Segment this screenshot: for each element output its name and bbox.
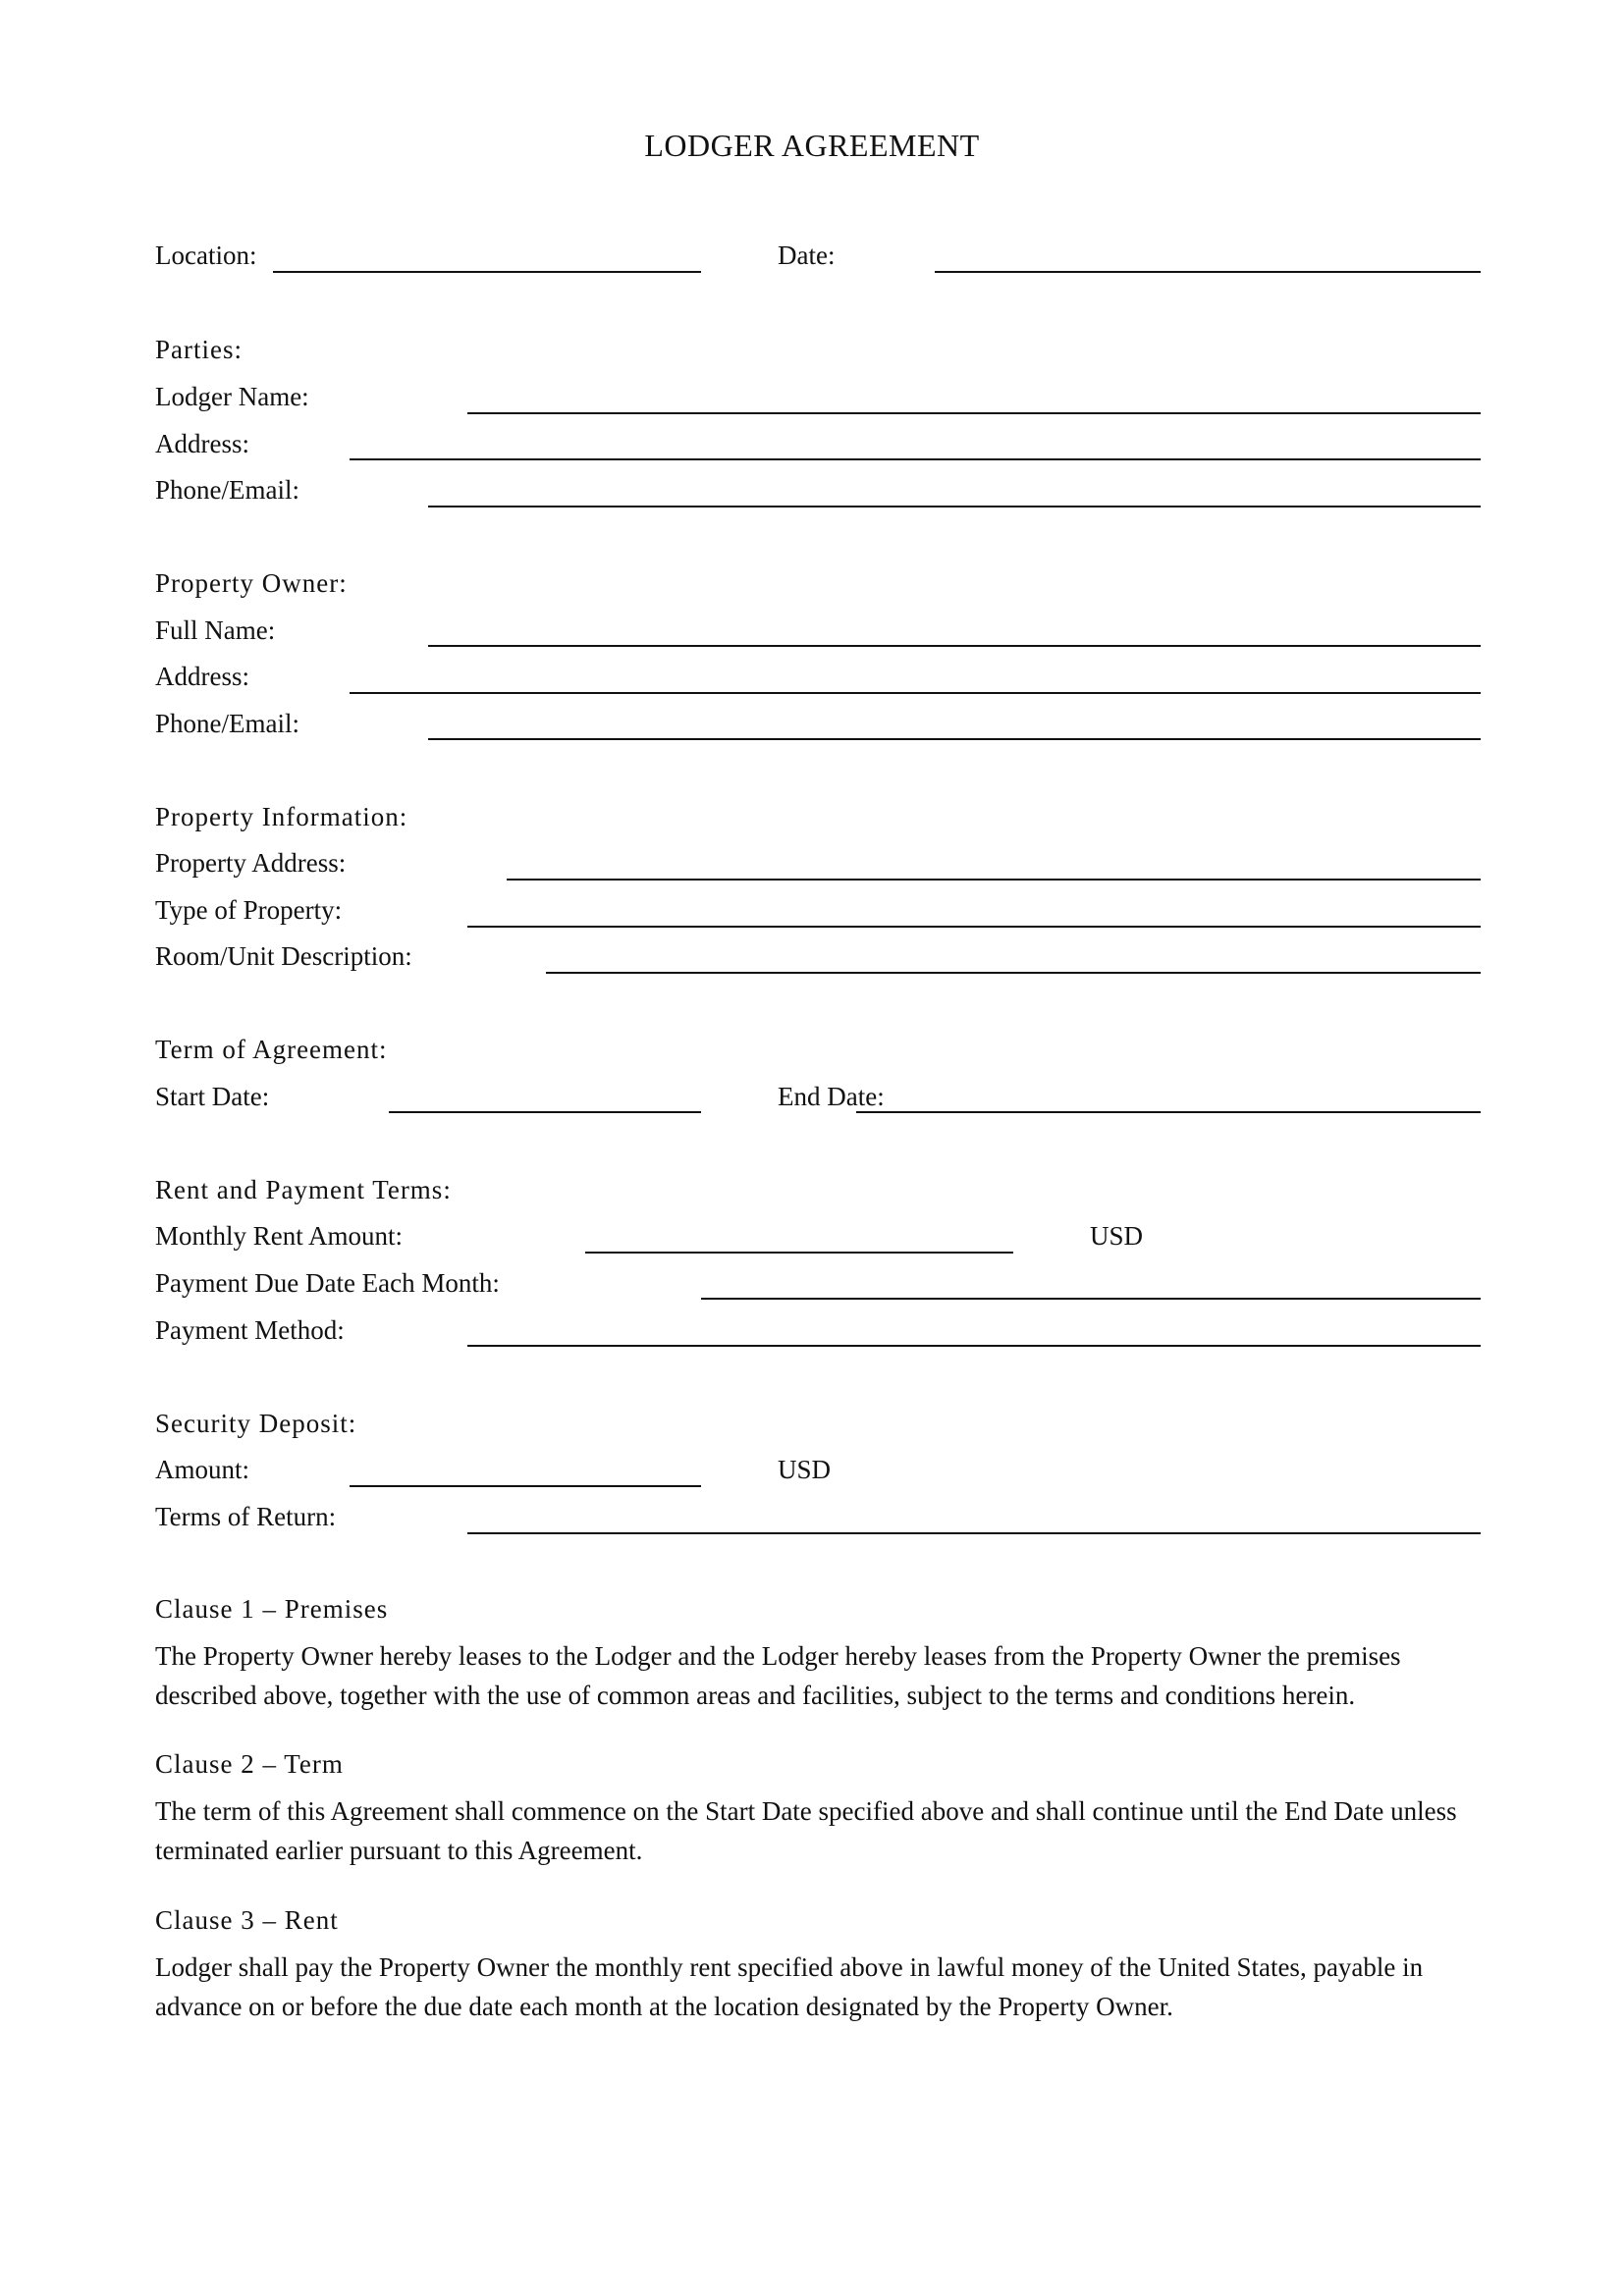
owner-heading: Property Owner: xyxy=(155,568,348,598)
monthly-rent-label: Monthly Rent Amount: xyxy=(155,1221,404,1251)
property-address-label: Property Address: xyxy=(155,848,347,878)
monthly-rent-field[interactable] xyxy=(585,1252,1013,1254)
owner-full-name-label: Full Name: xyxy=(155,615,276,645)
payment-due-label: Payment Due Date Each Month: xyxy=(155,1268,500,1298)
parties-heading: Parties: xyxy=(155,335,243,364)
clause-1-heading: Clause 1 – Premises xyxy=(155,1594,389,1624)
document-title: LODGER AGREEMENT xyxy=(644,128,980,163)
property-type-field[interactable] xyxy=(467,926,1481,928)
location-field[interactable] xyxy=(273,271,701,273)
owner-phone-email-field[interactable] xyxy=(428,738,1481,740)
deposit-currency: USD xyxy=(778,1455,832,1484)
lodger-name-field[interactable] xyxy=(467,412,1481,414)
lodger-address-field[interactable] xyxy=(350,458,1481,460)
clause-2-text: The term of this Agreement shall commence on the Start Date specified above and shall continue until the End Date unless terminated earlier pursuant to this Agreement. xyxy=(155,1796,1457,1865)
lodger-address-label: Address: xyxy=(155,429,249,458)
deposit-heading: Security Deposit: xyxy=(155,1409,357,1438)
property-address-field[interactable] xyxy=(507,879,1481,881)
owner-full-name-field[interactable] xyxy=(428,645,1481,647)
deposit-amount-label: Amount: xyxy=(155,1455,250,1484)
owner-address-label: Address: xyxy=(155,662,249,691)
date-field[interactable] xyxy=(935,271,1481,273)
clause-3-heading: Clause 3 – Rent xyxy=(155,1905,339,1935)
location-label: Location: xyxy=(155,240,257,270)
start-date-field[interactable] xyxy=(389,1111,701,1113)
term-heading: Term of Agreement: xyxy=(155,1035,388,1064)
room-description-label: Room/Unit Description: xyxy=(155,941,412,971)
date-label: Date: xyxy=(778,240,836,270)
property-heading: Property Information: xyxy=(155,802,408,831)
owner-address-field[interactable] xyxy=(350,692,1481,694)
clause-1-text: The Property Owner hereby leases to the Lodger and the Lodger hereby leases from the Property Owner the premises described above, together with the use of common areas and facilities, subject to the terms and conditions herein. xyxy=(155,1641,1401,1710)
terms-of-return-field[interactable] xyxy=(467,1532,1481,1534)
lodger-phone-email-field[interactable] xyxy=(428,506,1481,507)
end-date-label: End Date: xyxy=(778,1082,885,1111)
payment-method-field[interactable] xyxy=(467,1345,1481,1347)
property-type-label: Type of Property: xyxy=(155,895,343,925)
lodger-phone-email-label: Phone/Email: xyxy=(155,475,299,505)
owner-phone-email-label: Phone/Email: xyxy=(155,709,299,738)
payment-method-label: Payment Method: xyxy=(155,1315,345,1345)
room-description-field[interactable] xyxy=(546,972,1481,974)
payment-due-field[interactable] xyxy=(701,1298,1481,1300)
rent-heading: Rent and Payment Terms: xyxy=(155,1175,452,1204)
end-date-field[interactable] xyxy=(856,1111,1481,1113)
lodger-name-label: Lodger Name: xyxy=(155,382,309,411)
clause-3-text: Lodger shall pay the Property Owner the monthly rent specified above in lawful money of the United States, payable in advance on or before the due date each month at the location designated by the Property Owner. xyxy=(155,1952,1424,2021)
terms-of-return-label: Terms of Return: xyxy=(155,1502,337,1531)
deposit-amount-field[interactable] xyxy=(350,1485,701,1487)
monthly-rent-currency: USD xyxy=(1090,1221,1144,1251)
clause-2-heading: Clause 2 – Term xyxy=(155,1749,344,1779)
start-date-label: Start Date: xyxy=(155,1082,270,1111)
